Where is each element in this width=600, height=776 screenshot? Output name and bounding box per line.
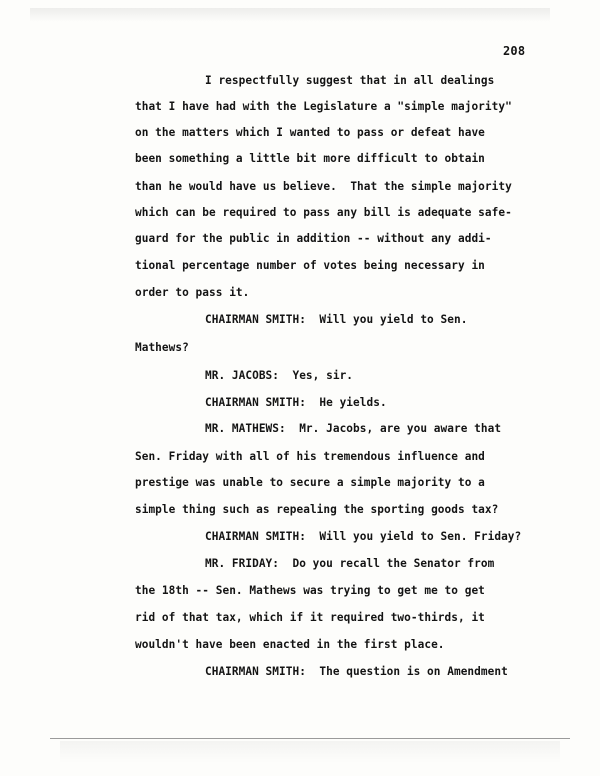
speaker-line: CHAIRMAN SMITH: Will you yield to Sen. (205, 313, 468, 326)
text-line: simple thing such as repealing the sporting goods tax? (135, 503, 499, 516)
text-line: been something a little bit more difficult to obtain (135, 152, 485, 165)
text-line: wouldn't have been enacted in the first place. (135, 638, 445, 651)
speaker-line: CHAIRMAN SMITH: The question is on Amendment (205, 665, 508, 678)
text-line: which can be required to pass any bill is adequate safe- (135, 206, 512, 219)
text-line: I respectfully suggest that in all dealings (205, 74, 495, 87)
text-line: that I have had with the Legislature a "simple majority" (135, 100, 512, 113)
text-line: rid of that tax, which if it required two-thirds, it (135, 611, 485, 624)
text-line: the 18th -- Sen. Mathews was trying to get me to get (135, 584, 485, 597)
scan-top-shadow (30, 8, 550, 22)
speaker-line: CHAIRMAN SMITH: Will you yield to Sen. Friday? (205, 530, 522, 543)
speaker-line: MR. FRIDAY: Do you recall the Senator from (205, 557, 495, 570)
page-bottom-rule (50, 738, 570, 739)
speaker-line: MR. MATHEWS: Mr. Jacobs, are you aware that (205, 422, 502, 435)
text-line: tional percentage number of votes being necessary in (135, 259, 485, 272)
scan-bottom-shadow (60, 741, 560, 763)
text-line: on the matters which I wanted to pass or defeat have (135, 126, 485, 139)
speaker-line: CHAIRMAN SMITH: He yields. (205, 396, 387, 409)
text-line: Mathews? (135, 341, 189, 354)
text-line: Sen. Friday with all of his tremendous influence and (135, 450, 485, 463)
text-line: than he would have us believe. That the simple majority (135, 180, 512, 193)
page-number: 208 (503, 44, 526, 58)
text-line: guard for the public in addition -- without any addi- (135, 232, 492, 245)
text-line: prestige was unable to secure a simple majority to a (135, 476, 485, 489)
text-line: order to pass it. (135, 286, 250, 299)
speaker-line: MR. JACOBS: Yes, sir. (205, 369, 354, 382)
